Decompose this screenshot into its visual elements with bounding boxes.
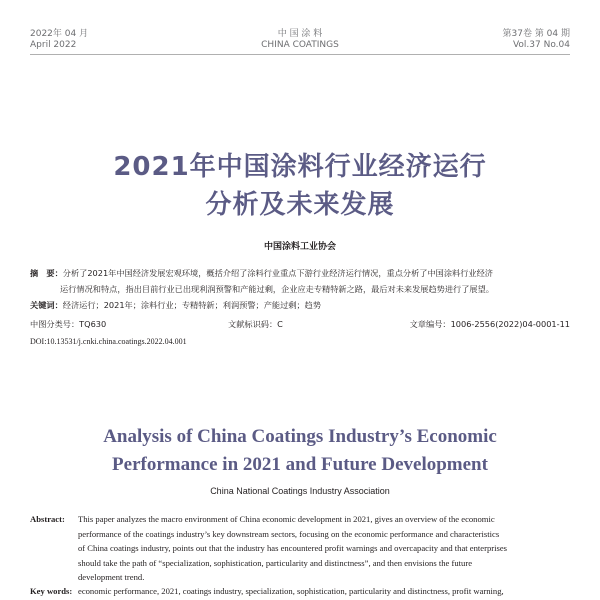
title-english (0, 423, 600, 479)
keywords-english (30, 584, 575, 599)
abstract-english-line1: This paper analyzes the macro environment of China economic development in 2021, gives an overview of the economic (78, 514, 495, 524)
abstract-chinese (30, 265, 575, 313)
keywords-chinese-label: 关键词： (30, 300, 63, 310)
header-rule (30, 54, 570, 55)
abstract-english-label: Abstract: (30, 514, 65, 524)
keywords-chinese-text: 经济运行；2021年；涂料行业；专精特新；利润预警；产能过剩；趋势 (62, 300, 322, 310)
keywords-english-label: Key words: (30, 586, 73, 596)
header-volume-en: Vol.37 No.04 (512, 40, 570, 50)
abstract-chinese-text2: 运行情况和特点，指出目前行业已出现利润预警和产能过剩，企业应走专精特新之路，最后对未来发展趋势进行了展望。 (60, 284, 494, 294)
title-english-line2: Performance in 2021 and Future Development (112, 454, 488, 475)
abstract-english (30, 512, 575, 585)
header-volume (503, 29, 571, 51)
keywords-english-text: economic performance, 2021, coatings industry, specialization, sophistication, particularity and distinctness, profit warning, (78, 586, 504, 596)
abstract-chinese-text1: 分析了2021年中国经济发展宏观环境，概括介绍了涂料行业重点下游行业经济运行情况，重点分析了中国涂料行业经济 (62, 268, 493, 278)
abstract-chinese-line1 (30, 265, 575, 281)
abstract-english-line5: development trend. (78, 572, 145, 583)
title-chinese (0, 148, 600, 224)
header-journal-en: CHINA COATINGS (261, 40, 339, 50)
author-chinese: 中国涂料工业协会 (263, 242, 336, 252)
abstract-english-line3: of China coatings industry, points out that the industry has encountered profit warnings and overcapacity and that enterprises (78, 543, 508, 554)
article-number: 文章编号：1006-2556(2022)04-0001-11 (409, 319, 570, 329)
document-code: 文献标识码：C (228, 319, 283, 329)
doi: DOI:10.13531/j.cnki.china.coatings.2022.04.001 (30, 337, 187, 346)
abstract-english-body (78, 512, 575, 585)
clc-number: 中图分类号：TQ630 (30, 319, 107, 329)
abstract-english-line4: should take the path of “specialization, sophistication, particularity and distinctness”, and then envisions the future (78, 557, 473, 568)
abstract-chinese-label: 摘 要： (30, 268, 63, 278)
title-english-line1: Analysis of China Coatings Industry’s Economic (103, 426, 497, 447)
header-journal-cn: 中 国 涂 料 (277, 29, 323, 39)
header-date-en: April 2022 (30, 40, 77, 50)
author-english: China National Coatings Industry Association (210, 486, 390, 496)
abstract-english-line2: performance of the coatings industry’s key downstream sectors, focusing on the economic performance and characteristics (78, 528, 500, 539)
title-chinese-line2: 分析及未来发展 (205, 190, 395, 220)
header-volume-cn: 第37卷 第 04 期 (502, 29, 570, 39)
keywords-chinese (30, 297, 575, 313)
header-date-cn: 2022年 04 月 (30, 29, 89, 39)
title-chinese-line1: 2021年中国涂料行业经济运行 (113, 152, 487, 182)
